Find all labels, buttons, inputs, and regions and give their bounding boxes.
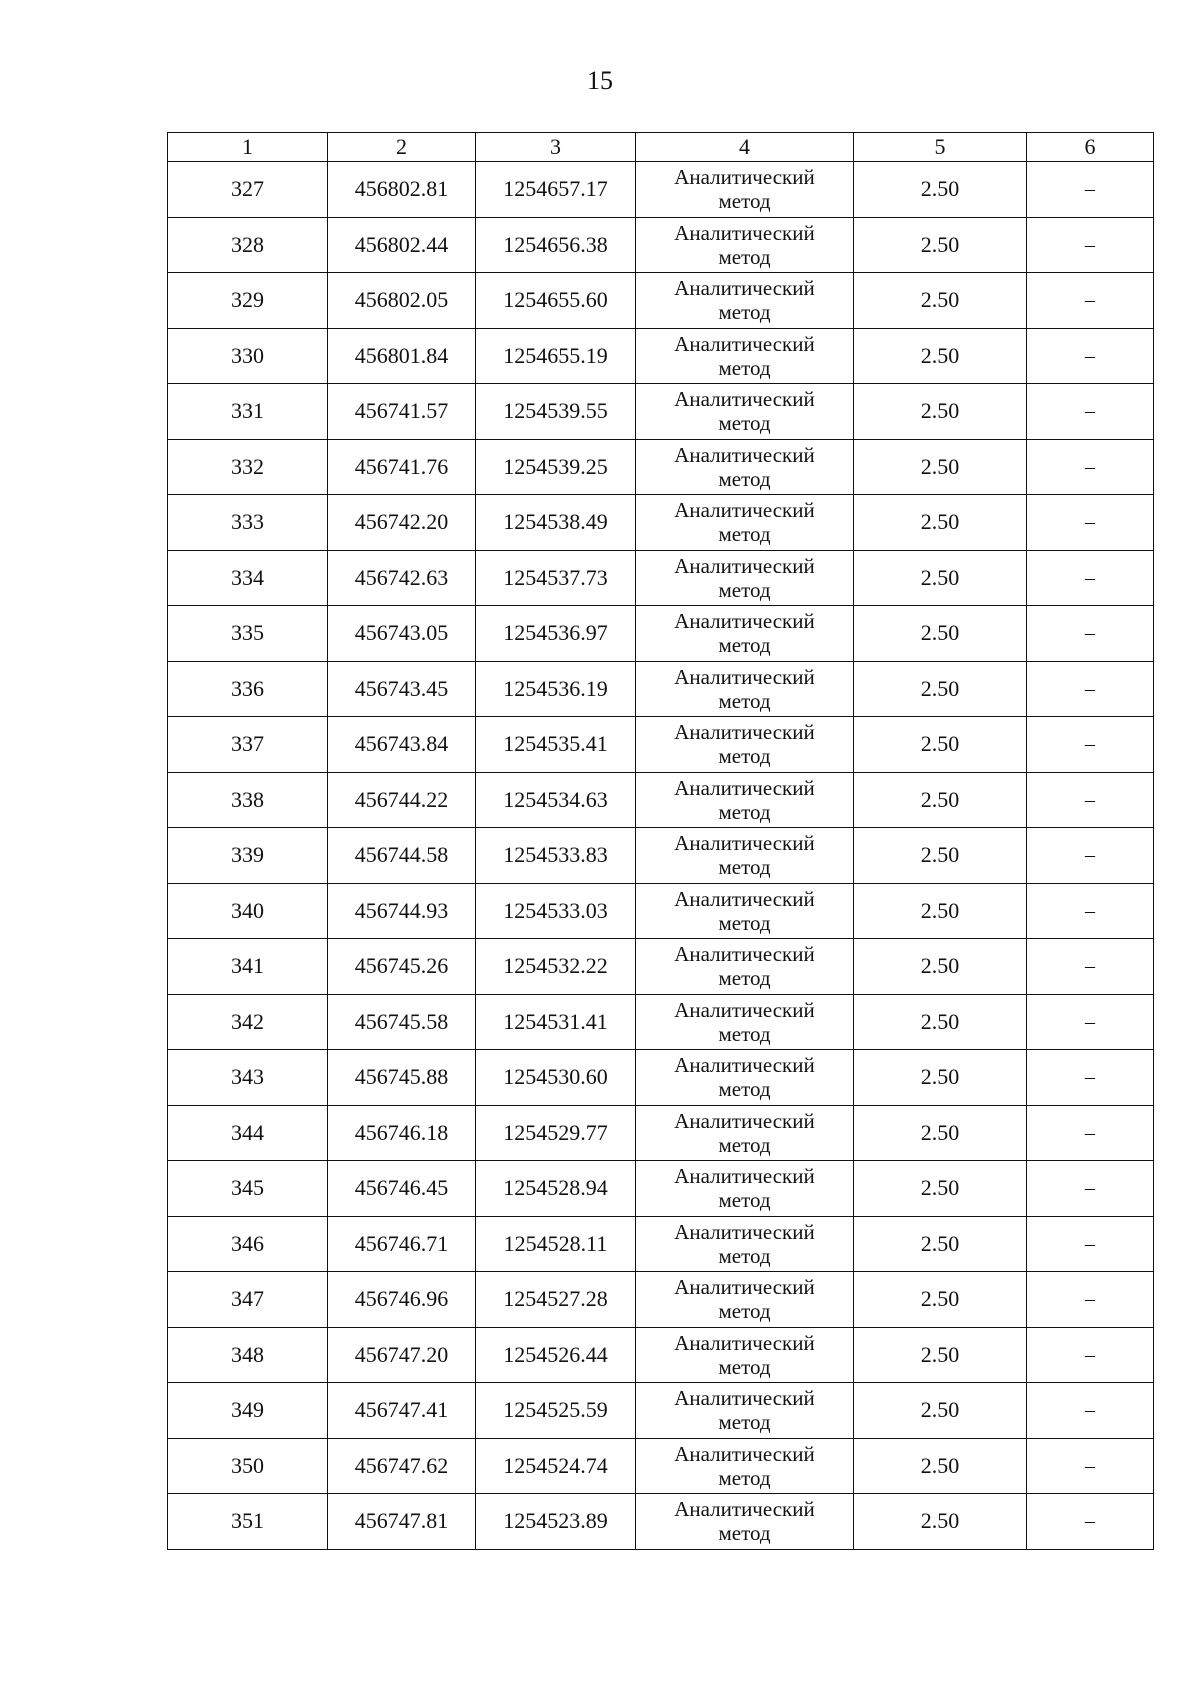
- method-cell: [636, 883, 854, 939]
- point-number-cell: 336: [168, 661, 328, 717]
- header-cell-3: 3: [476, 133, 636, 162]
- method-line-2: метод: [718, 855, 771, 880]
- header-cell-4: 4: [636, 133, 854, 162]
- coord-y-cell: 1254531.41: [476, 994, 636, 1050]
- table-row: [168, 1438, 1154, 1494]
- coord-y-cell: 1254655.60: [476, 273, 636, 329]
- coord-y-cell: 1254527.28: [476, 1272, 636, 1328]
- note-cell: –: [1027, 495, 1154, 551]
- method-cell: [636, 828, 854, 884]
- method-line-2: метод: [718, 577, 771, 602]
- accuracy-cell: 2.50: [854, 162, 1027, 218]
- coord-x-cell: 456802.81: [328, 162, 476, 218]
- note-cell: –: [1027, 384, 1154, 440]
- method-line-1: Аналитический: [674, 165, 815, 190]
- accuracy-cell: 2.50: [854, 1494, 1027, 1550]
- coord-y-cell: 1254656.38: [476, 217, 636, 273]
- coord-x-cell: 456743.84: [328, 717, 476, 773]
- accuracy-cell: 2.50: [854, 273, 1027, 329]
- note-cell: –: [1027, 661, 1154, 717]
- method-line-1: Аналитический: [674, 1053, 815, 1078]
- note-cell: –: [1027, 994, 1154, 1050]
- accuracy-cell: 2.50: [854, 1105, 1027, 1161]
- coord-x-cell: 456745.88: [328, 1050, 476, 1106]
- coord-x-cell: 456742.20: [328, 495, 476, 551]
- note-cell: –: [1027, 1494, 1154, 1550]
- table-row: [168, 1161, 1154, 1217]
- method-line-2: метод: [718, 1410, 771, 1435]
- coord-y-cell: 1254537.73: [476, 550, 636, 606]
- note-cell: –: [1027, 1383, 1154, 1439]
- method-line-1: Аналитический: [674, 331, 815, 356]
- coord-y-cell: 1254530.60: [476, 1050, 636, 1106]
- method-cell: [636, 328, 854, 384]
- coord-x-cell: 456746.18: [328, 1105, 476, 1161]
- table-row: [168, 384, 1154, 440]
- point-number-cell: 337: [168, 717, 328, 773]
- method-cell: [636, 1216, 854, 1272]
- point-number-cell: 331: [168, 384, 328, 440]
- method-line-2: метод: [718, 966, 771, 991]
- coord-x-cell: 456744.58: [328, 828, 476, 884]
- accuracy-cell: 2.50: [854, 328, 1027, 384]
- method-line-2: метод: [718, 1077, 771, 1102]
- coord-x-cell: 456743.45: [328, 661, 476, 717]
- coord-y-cell: 1254539.55: [476, 384, 636, 440]
- method-line-2: метод: [718, 1354, 771, 1379]
- point-number-cell: 333: [168, 495, 328, 551]
- method-cell: [636, 1050, 854, 1106]
- coord-y-cell: 1254536.19: [476, 661, 636, 717]
- point-number-cell: 332: [168, 439, 328, 495]
- point-number-cell: 344: [168, 1105, 328, 1161]
- method-cell: [636, 606, 854, 662]
- accuracy-cell: 2.50: [854, 1272, 1027, 1328]
- note-cell: –: [1027, 1050, 1154, 1106]
- method-line-1: Аналитический: [674, 553, 815, 578]
- table-row: [168, 828, 1154, 884]
- accuracy-cell: 2.50: [854, 606, 1027, 662]
- point-number-cell: 338: [168, 772, 328, 828]
- method-line-2: метод: [718, 1465, 771, 1490]
- coord-y-cell: 1254538.49: [476, 495, 636, 551]
- table-row: [168, 495, 1154, 551]
- table-row: [168, 439, 1154, 495]
- coord-x-cell: 456745.26: [328, 939, 476, 995]
- point-number-cell: 343: [168, 1050, 328, 1106]
- accuracy-cell: 2.50: [854, 717, 1027, 773]
- method-line-2: метод: [718, 411, 771, 436]
- point-number-cell: 348: [168, 1327, 328, 1383]
- table-row: [168, 939, 1154, 995]
- table-header-row: [168, 133, 1154, 162]
- point-number-cell: 349: [168, 1383, 328, 1439]
- accuracy-cell: 2.50: [854, 994, 1027, 1050]
- coord-y-cell: 1254657.17: [476, 162, 636, 218]
- table-row: [168, 1494, 1154, 1550]
- method-line-2: метод: [718, 910, 771, 935]
- note-cell: –: [1027, 717, 1154, 773]
- accuracy-cell: 2.50: [854, 1438, 1027, 1494]
- coord-x-cell: 456746.71: [328, 1216, 476, 1272]
- coord-x-cell: 456745.58: [328, 994, 476, 1050]
- point-number-cell: 351: [168, 1494, 328, 1550]
- point-number-cell: 342: [168, 994, 328, 1050]
- method-line-2: метод: [718, 300, 771, 325]
- method-line-1: Аналитический: [674, 831, 815, 856]
- method-cell: [636, 772, 854, 828]
- coord-x-cell: 456747.62: [328, 1438, 476, 1494]
- coord-y-cell: 1254523.89: [476, 1494, 636, 1550]
- method-line-2: метод: [718, 1132, 771, 1157]
- coord-x-cell: 456747.41: [328, 1383, 476, 1439]
- method-line-2: метод: [718, 799, 771, 824]
- note-cell: –: [1027, 1105, 1154, 1161]
- note-cell: –: [1027, 1438, 1154, 1494]
- method-line-1: Аналитический: [674, 775, 815, 800]
- method-line-1: Аналитический: [674, 997, 815, 1022]
- method-cell: [636, 1327, 854, 1383]
- coord-y-cell: 1254532.22: [476, 939, 636, 995]
- point-number-cell: 335: [168, 606, 328, 662]
- method-line-2: метод: [718, 466, 771, 491]
- method-line-1: Аналитический: [674, 1219, 815, 1244]
- method-cell: [636, 1161, 854, 1217]
- method-line-1: Аналитический: [674, 942, 815, 967]
- point-number-cell: 345: [168, 1161, 328, 1217]
- method-cell: [636, 273, 854, 329]
- accuracy-cell: 2.50: [854, 384, 1027, 440]
- method-cell: [636, 1272, 854, 1328]
- method-line-2: метод: [718, 1299, 771, 1324]
- method-cell: [636, 439, 854, 495]
- coord-x-cell: 456742.63: [328, 550, 476, 606]
- coord-x-cell: 456747.20: [328, 1327, 476, 1383]
- table-row: [168, 1383, 1154, 1439]
- point-number-cell: 328: [168, 217, 328, 273]
- accuracy-cell: 2.50: [854, 439, 1027, 495]
- method-line-2: метод: [718, 688, 771, 713]
- method-line-2: метод: [718, 1188, 771, 1213]
- accuracy-cell: 2.50: [854, 1050, 1027, 1106]
- page-number: 15: [587, 66, 613, 95]
- method-cell: [636, 1438, 854, 1494]
- table-row: [168, 328, 1154, 384]
- note-cell: –: [1027, 883, 1154, 939]
- method-line-1: Аналитический: [674, 609, 815, 634]
- accuracy-cell: 2.50: [854, 1327, 1027, 1383]
- note-cell: –: [1027, 439, 1154, 495]
- method-cell: [636, 1105, 854, 1161]
- coord-x-cell: 456743.05: [328, 606, 476, 662]
- note-cell: –: [1027, 828, 1154, 884]
- coord-x-cell: 456746.45: [328, 1161, 476, 1217]
- coord-y-cell: 1254655.19: [476, 328, 636, 384]
- method-cell: [636, 1383, 854, 1439]
- method-cell: [636, 217, 854, 273]
- note-cell: –: [1027, 606, 1154, 662]
- accuracy-cell: 2.50: [854, 883, 1027, 939]
- table-row: [168, 994, 1154, 1050]
- coord-x-cell: 456741.57: [328, 384, 476, 440]
- coord-y-cell: 1254533.83: [476, 828, 636, 884]
- coord-x-cell: 456747.81: [328, 1494, 476, 1550]
- method-line-1: Аналитический: [674, 1497, 815, 1522]
- method-line-1: Аналитический: [674, 276, 815, 301]
- header-cell-5: 5: [854, 133, 1027, 162]
- note-cell: –: [1027, 1161, 1154, 1217]
- note-cell: –: [1027, 1327, 1154, 1383]
- method-line-1: Аналитический: [674, 1330, 815, 1355]
- note-cell: –: [1027, 772, 1154, 828]
- point-number-cell: 339: [168, 828, 328, 884]
- accuracy-cell: 2.50: [854, 495, 1027, 551]
- method-line-2: метод: [718, 522, 771, 547]
- method-line-1: Аналитический: [674, 442, 815, 467]
- coord-x-cell: 456744.93: [328, 883, 476, 939]
- table-row: [168, 162, 1154, 218]
- coord-y-cell: 1254525.59: [476, 1383, 636, 1439]
- method-line-1: Аналитический: [674, 1441, 815, 1466]
- coord-y-cell: 1254536.97: [476, 606, 636, 662]
- table-row: [168, 1105, 1154, 1161]
- coord-x-cell: 456746.96: [328, 1272, 476, 1328]
- table-row: [168, 1272, 1154, 1328]
- table-row: [168, 217, 1154, 273]
- coord-x-cell: 456741.76: [328, 439, 476, 495]
- method-line-2: метод: [718, 1521, 771, 1546]
- method-line-2: метод: [718, 633, 771, 658]
- method-cell: [636, 994, 854, 1050]
- method-line-1: Аналитический: [674, 1275, 815, 1300]
- method-line-1: Аналитический: [674, 720, 815, 745]
- coord-y-cell: 1254533.03: [476, 883, 636, 939]
- table-row: [168, 772, 1154, 828]
- point-number-cell: 330: [168, 328, 328, 384]
- method-cell: [636, 495, 854, 551]
- point-number-cell: 340: [168, 883, 328, 939]
- accuracy-cell: 2.50: [854, 828, 1027, 884]
- method-cell: [636, 1494, 854, 1550]
- method-cell: [636, 939, 854, 995]
- coord-y-cell: 1254529.77: [476, 1105, 636, 1161]
- coord-x-cell: 456801.84: [328, 328, 476, 384]
- header-cell-1: 1: [168, 133, 328, 162]
- coord-x-cell: 456802.05: [328, 273, 476, 329]
- method-line-1: Аналитический: [674, 664, 815, 689]
- accuracy-cell: 2.50: [854, 1161, 1027, 1217]
- coord-y-cell: 1254535.41: [476, 717, 636, 773]
- coordinates-table: [167, 132, 1154, 1550]
- header-cell-2: 2: [328, 133, 476, 162]
- method-line-1: Аналитический: [674, 1386, 815, 1411]
- note-cell: –: [1027, 273, 1154, 329]
- point-number-cell: 346: [168, 1216, 328, 1272]
- note-cell: –: [1027, 217, 1154, 273]
- note-cell: –: [1027, 328, 1154, 384]
- accuracy-cell: 2.50: [854, 550, 1027, 606]
- note-cell: –: [1027, 1216, 1154, 1272]
- table-row: [168, 883, 1154, 939]
- coord-x-cell: 456802.44: [328, 217, 476, 273]
- table-row: [168, 1327, 1154, 1383]
- method-line-2: метод: [718, 1243, 771, 1268]
- table-row: [168, 1050, 1154, 1106]
- method-cell: [636, 162, 854, 218]
- accuracy-cell: 2.50: [854, 939, 1027, 995]
- method-line-1: Аналитический: [674, 387, 815, 412]
- point-number-cell: 327: [168, 162, 328, 218]
- accuracy-cell: 2.50: [854, 217, 1027, 273]
- method-line-1: Аналитический: [674, 886, 815, 911]
- table-row: [168, 606, 1154, 662]
- table-row: [168, 717, 1154, 773]
- note-cell: –: [1027, 162, 1154, 218]
- note-cell: –: [1027, 939, 1154, 995]
- coord-y-cell: 1254534.63: [476, 772, 636, 828]
- coord-y-cell: 1254528.11: [476, 1216, 636, 1272]
- header-cell-6: 6: [1027, 133, 1154, 162]
- method-line-1: Аналитический: [674, 1164, 815, 1189]
- coord-y-cell: 1254539.25: [476, 439, 636, 495]
- accuracy-cell: 2.50: [854, 772, 1027, 828]
- method-line-2: метод: [718, 744, 771, 769]
- method-line-2: метод: [718, 189, 771, 214]
- point-number-cell: 334: [168, 550, 328, 606]
- method-line-2: метод: [718, 244, 771, 269]
- note-cell: –: [1027, 550, 1154, 606]
- coord-x-cell: 456744.22: [328, 772, 476, 828]
- point-number-cell: 347: [168, 1272, 328, 1328]
- coord-y-cell: 1254528.94: [476, 1161, 636, 1217]
- coord-y-cell: 1254526.44: [476, 1327, 636, 1383]
- method-line-1: Аналитический: [674, 220, 815, 245]
- method-cell: [636, 550, 854, 606]
- note-cell: –: [1027, 1272, 1154, 1328]
- method-line-2: метод: [718, 1021, 771, 1046]
- accuracy-cell: 2.50: [854, 1383, 1027, 1439]
- method-line-1: Аналитический: [674, 1108, 815, 1133]
- method-line-1: Аналитический: [674, 498, 815, 523]
- point-number-cell: 329: [168, 273, 328, 329]
- table-row: [168, 273, 1154, 329]
- method-cell: [636, 661, 854, 717]
- method-cell: [636, 717, 854, 773]
- accuracy-cell: 2.50: [854, 661, 1027, 717]
- table-row: [168, 550, 1154, 606]
- method-cell: [636, 384, 854, 440]
- accuracy-cell: 2.50: [854, 1216, 1027, 1272]
- table-row: [168, 1216, 1154, 1272]
- point-number-cell: 341: [168, 939, 328, 995]
- point-number-cell: 350: [168, 1438, 328, 1494]
- table-row: [168, 661, 1154, 717]
- coord-y-cell: 1254524.74: [476, 1438, 636, 1494]
- table-body: [168, 162, 1154, 1550]
- method-line-2: метод: [718, 355, 771, 380]
